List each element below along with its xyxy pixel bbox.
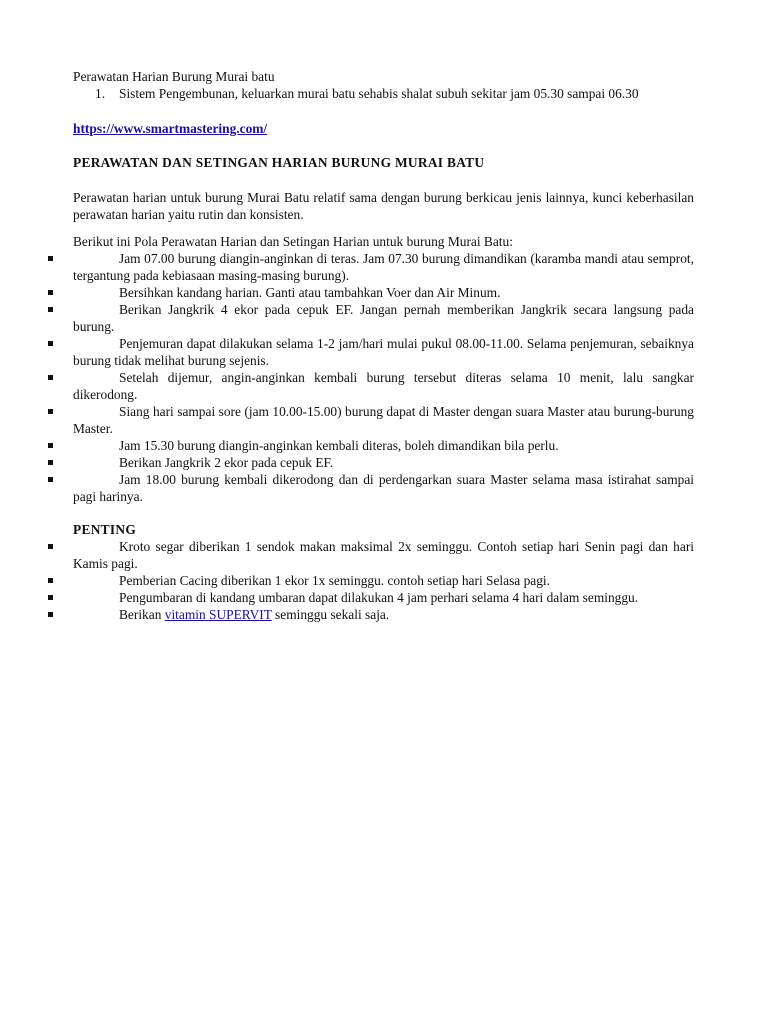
numbered-item bbox=[73, 85, 694, 102]
penting-list bbox=[73, 538, 694, 623]
list-item-text-before: Berikan bbox=[119, 607, 165, 622]
list-item bbox=[73, 250, 694, 284]
list-item bbox=[73, 369, 694, 403]
list-item bbox=[73, 454, 694, 471]
document-body bbox=[73, 68, 694, 623]
list-item bbox=[73, 471, 694, 505]
list-item bbox=[73, 538, 694, 572]
list-item bbox=[73, 606, 694, 623]
intro-title: Perawatan Harian Burung Murai batu bbox=[73, 69, 275, 84]
item-number: 1. bbox=[95, 86, 106, 101]
list-item bbox=[73, 589, 694, 606]
bullet-icon bbox=[48, 290, 53, 295]
list-item bbox=[73, 437, 694, 454]
list-item bbox=[73, 301, 694, 335]
bullet-icon bbox=[48, 578, 53, 583]
source-link[interactable]: https://www.smartmastering.com/ bbox=[73, 121, 268, 136]
item-text: Sistem Pengembunan, keluarkan murai batu sehabis shalat subuh sekitar jam 05.30 sampai 06.30 bbox=[119, 86, 639, 101]
bullet-icon bbox=[48, 477, 53, 482]
list-item-text: Berikan Jangkrik 2 ekor pada cepuk EF. bbox=[119, 455, 334, 470]
list-item-text: Pengumbaran di kandang umbaran dapat dilakukan 4 jam perhari selama 4 hari dalam seminggu. bbox=[119, 590, 639, 605]
bullet-icon bbox=[48, 443, 53, 448]
vitamin-link[interactable]: vitamin SUPERVIT bbox=[164, 607, 272, 622]
list-item bbox=[73, 284, 694, 301]
section-heading: PERAWATAN DAN SETINGAN HARIAN BURUNG MURAI BATU bbox=[73, 155, 485, 170]
bullet-icon bbox=[48, 460, 53, 465]
bullet-icon bbox=[48, 612, 53, 617]
list-intro: Berikut ini Pola Perawatan Harian dan Setingan Harian untuk burung Murai Batu: bbox=[73, 234, 513, 249]
list-item-text: Kroto segar diberikan 1 sendok makan maksimal 2x seminggu. Contoh setiap hari Senin pagi dan hari Kamis pagi. bbox=[73, 539, 694, 571]
list-item bbox=[73, 335, 694, 369]
list-item-text: Berikan Jangkrik 4 ekor pada cepuk EF. Jangan pernah memberikan Jangkrik secara langsung pada burung. bbox=[73, 302, 694, 334]
penting-heading: PENTING bbox=[73, 522, 137, 537]
bullet-icon bbox=[48, 256, 53, 261]
bullet-icon bbox=[48, 375, 53, 380]
bullet-icon bbox=[48, 409, 53, 414]
list-item-text: Pemberian Cacing diberikan 1 ekor 1x seminggu. contoh setiap hari Selasa pagi. bbox=[119, 573, 550, 588]
list-item-text: Bersihkan kandang harian. Ganti atau tambahkan Voer dan Air Minum. bbox=[119, 285, 501, 300]
list-item-text: Jam 18.00 burung kembali dikerodong dan di perdengarkan suara Master selama masa istirahat sampai pagi harinya. bbox=[73, 472, 694, 504]
bullet-icon bbox=[48, 595, 53, 600]
list-item-text: Jam 07.00 burung diangin-anginkan di teras. Jam 07.30 burung dimandikan (karamba mandi atau semprot, tergantung pada kebiasaan masing-masing burung). bbox=[73, 251, 694, 283]
list-item bbox=[73, 403, 694, 437]
bullet-icon bbox=[48, 307, 53, 312]
list-item-text: Penjemuran dapat dilakukan selama 1-2 jam/hari mulai pukul 08.00-11.00. Selama penjemuran, sebaiknya burung tidak melihat burung sejenis. bbox=[73, 336, 694, 368]
list-item-text: Siang hari sampai sore (jam 10.00-15.00) burung dapat di Master dengan suara Master atau burung-burung Master. bbox=[73, 404, 694, 436]
list-item-text: Jam 15.30 burung diangin-anginkan kembali diteras, boleh dimandikan bila perlu. bbox=[119, 438, 559, 453]
bullet-icon bbox=[48, 544, 53, 549]
care-list bbox=[73, 250, 694, 505]
list-item bbox=[73, 572, 694, 589]
bullet-icon bbox=[48, 341, 53, 346]
list-item-text-after: seminggu sekali saja. bbox=[271, 607, 390, 622]
list-item-text: Setelah dijemur, angin-anginkan kembali burung tersebut diteras selama 10 menit, lalu sangkar dikerodong. bbox=[73, 370, 694, 402]
intro-paragraph: Perawatan harian untuk burung Murai Batu relatif sama dengan burung berkicau jenis lainnya, kunci keberhasilan perawatan harian yaitu rutin dan konsisten. bbox=[73, 190, 694, 222]
